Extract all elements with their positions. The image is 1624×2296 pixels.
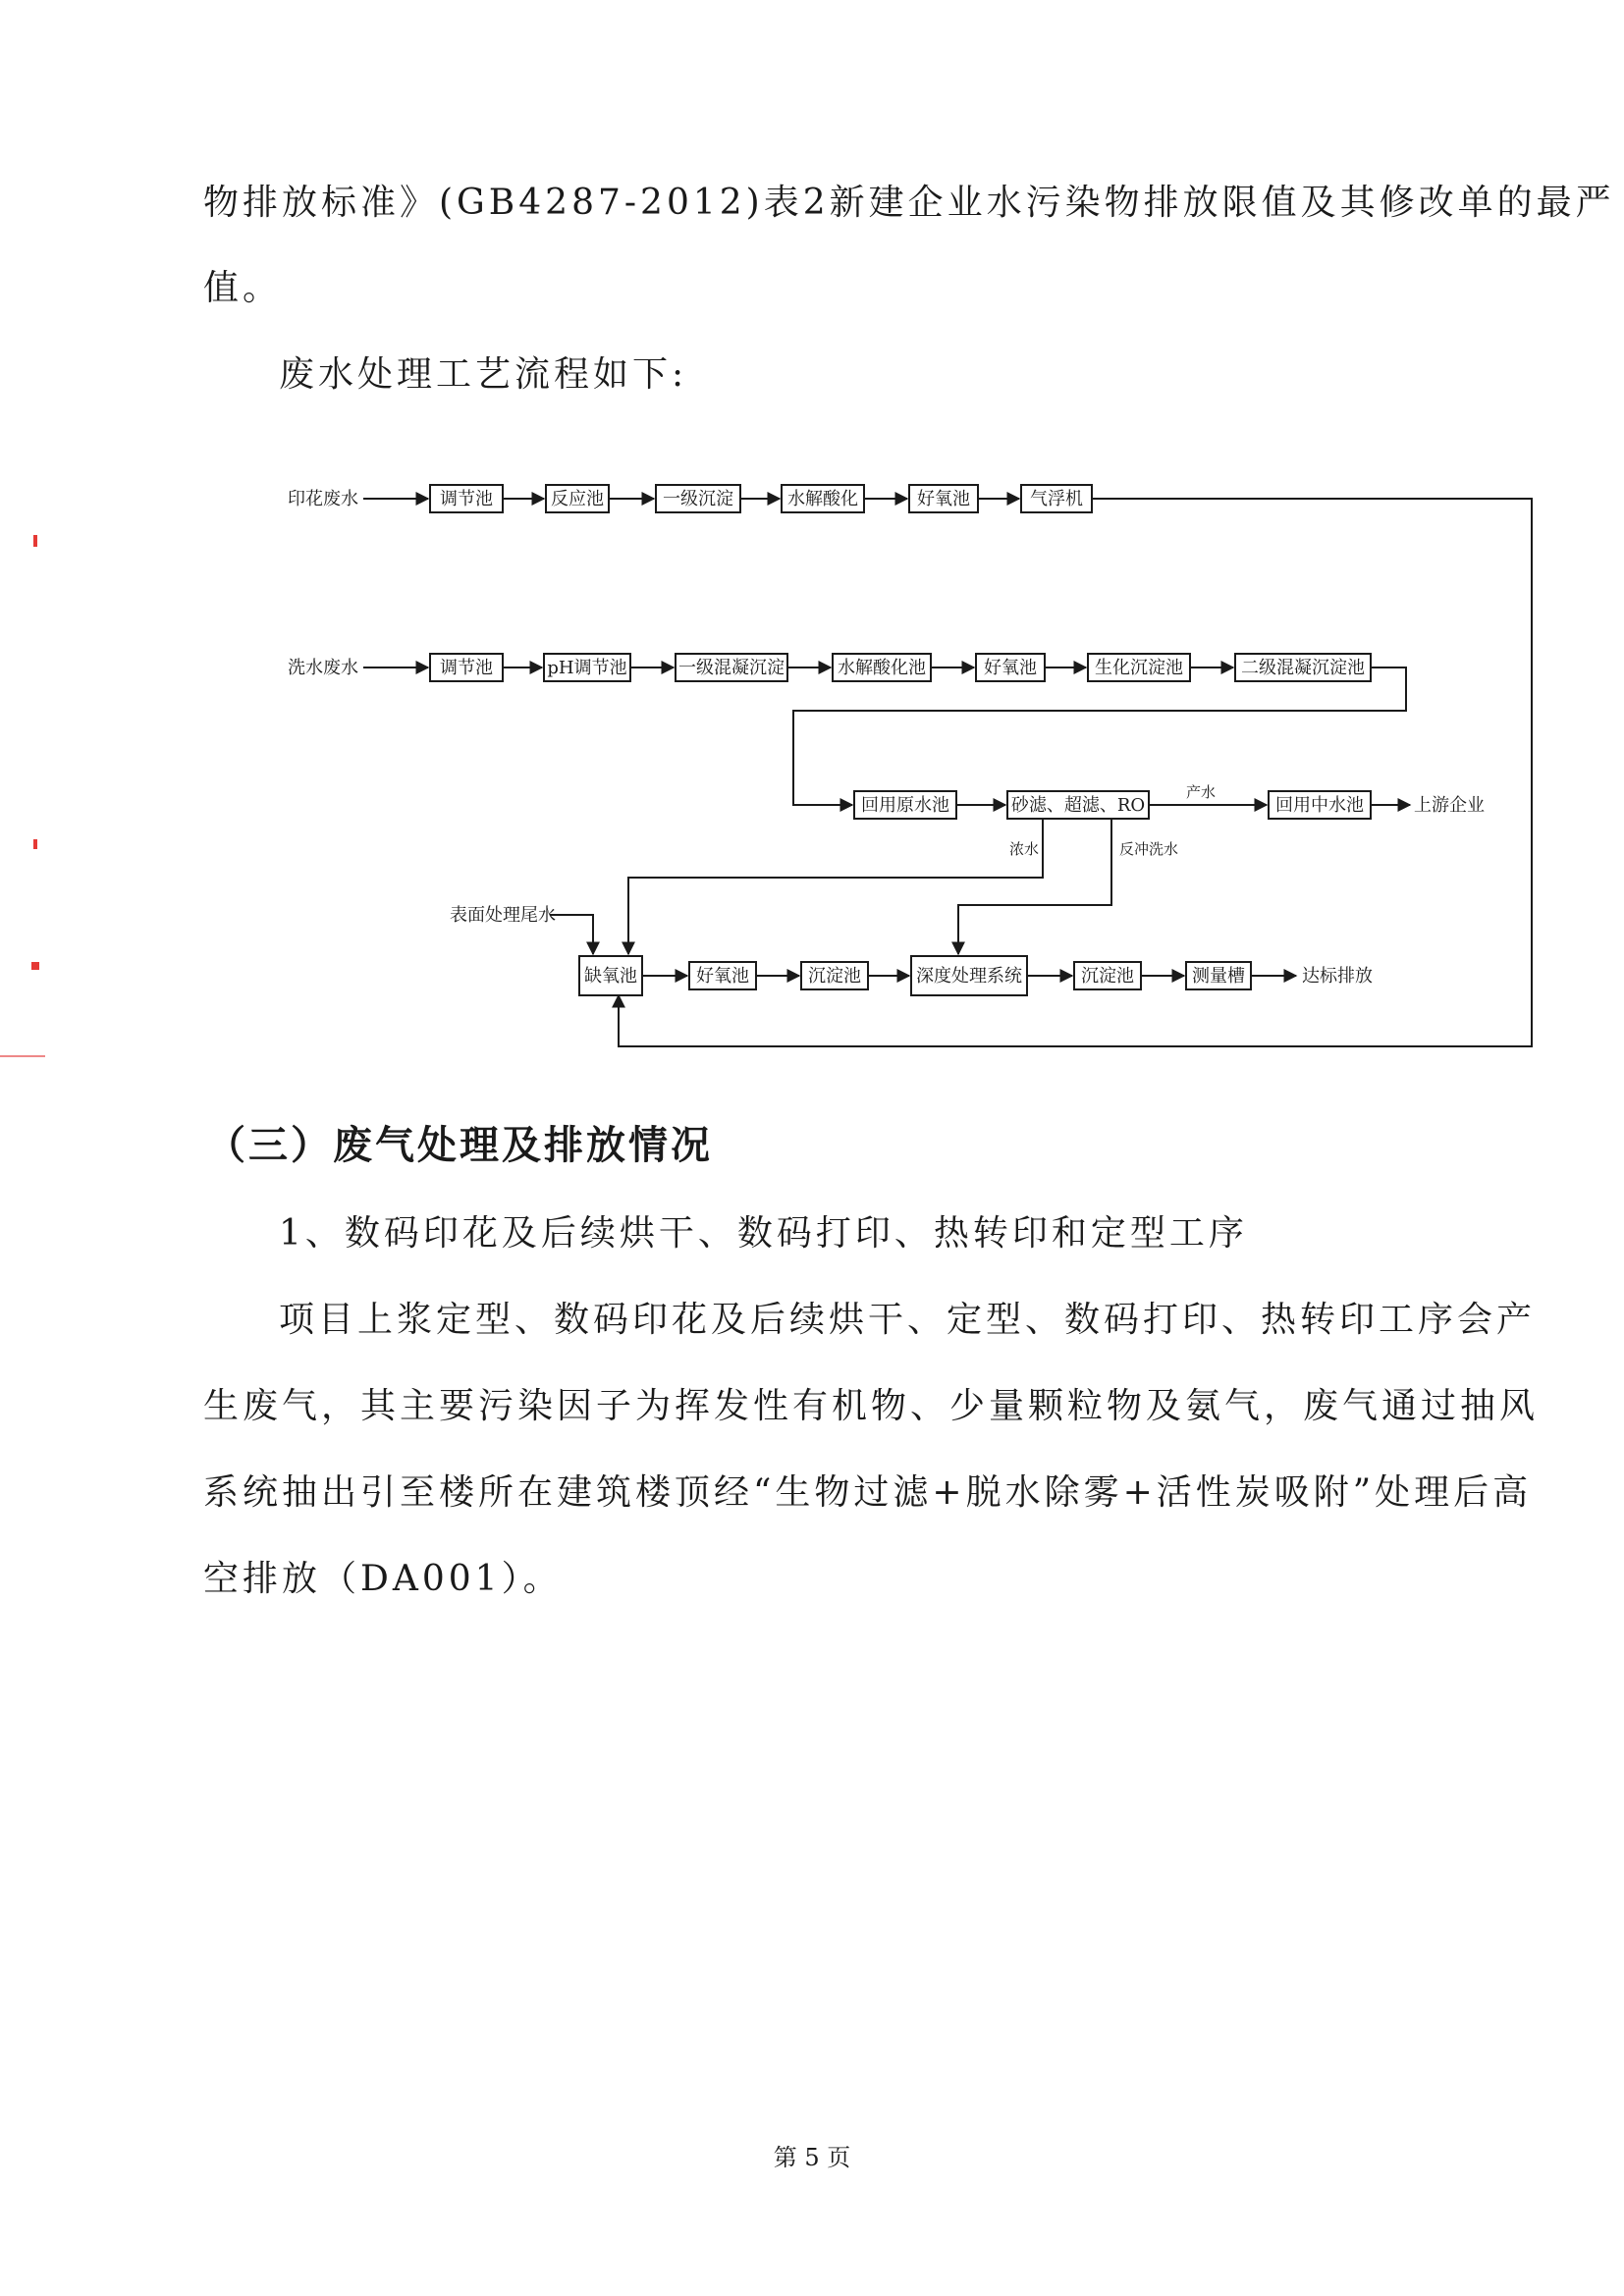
paragraph-line: 项目上浆定型、数码印花及后续烘干、定型、数码打印、热转印工序会产 — [279, 1300, 1537, 1340]
flow-box-label: 沉淀池 — [1081, 966, 1134, 987]
flow-box-label: 气浮机 — [1030, 489, 1083, 509]
flow-box-label: 一级沉淀 — [663, 489, 733, 509]
flow-box-label: pH调节池 — [547, 658, 627, 678]
paragraph-line: 值。 — [203, 268, 283, 308]
flow-connector — [958, 819, 1111, 954]
flow-box-label: 回用中水池 — [1275, 795, 1364, 816]
flow-box-label: 回用原水池 — [861, 795, 949, 816]
paragraph-line: 系统抽出引至楼所在建筑楼顶经“生物过滤+脱水除雾+活性炭吸附”处理后高 — [203, 1472, 1533, 1513]
flow-connector — [628, 819, 1043, 954]
flow-box-label: 好氧池 — [696, 966, 749, 987]
flow-box-label: 缺氧池 — [584, 966, 637, 987]
paragraph-line: 物排放标准》(GB4287-2012)表2新建企业水污染物排放限值及其修改单的最严 — [203, 183, 1615, 223]
surface-treatment-label: 表面处理尾水 — [450, 905, 556, 926]
list-item-title: 1、数码印花及后续烘干、数码打印、热转印和定型工序 — [279, 1213, 1248, 1254]
flow-box-label: 一级混凝沉淀 — [678, 658, 785, 678]
section-heading: （三）废气处理及排放情况 — [206, 1123, 713, 1168]
compliant-discharge-label: 达标排放 — [1302, 966, 1373, 987]
flow-box-label: 深度处理系统 — [916, 966, 1022, 987]
concentrate-label: 浓水 — [1009, 840, 1040, 858]
flow-connector — [793, 667, 1406, 805]
flow-box-label: 砂滤、超滤、RO — [1010, 795, 1146, 816]
wastewater-flow-diagram — [0, 0, 1624, 1099]
flow-box-label: 生化沉淀池 — [1095, 658, 1183, 678]
flow-box-label: 调节池 — [440, 489, 493, 509]
paragraph-line: 生废气，其主要污染因子为挥发性有机物、少量颗粒物及氨气，废气通过抽风 — [203, 1386, 1540, 1426]
product-water-label: 产水 — [1186, 783, 1217, 801]
upstream-enterprise-label: 上游企业 — [1414, 795, 1485, 816]
flow-box-label: 测量槽 — [1192, 966, 1245, 987]
paragraph-line: 废水处理工艺流程如下: — [279, 354, 688, 395]
washing-wastewater-label: 洗水废水 — [288, 658, 358, 678]
flow-box-label: 水解酸化 — [787, 489, 858, 509]
flow-box-label: 好氧池 — [917, 489, 970, 509]
flow-box-label: 二级混凝沉淀池 — [1241, 658, 1365, 678]
flow-box-label: 沉淀池 — [808, 966, 861, 987]
page-number: 第 5 页 — [773, 2144, 851, 2171]
paragraph-line: 空排放（DA001）。 — [203, 1559, 563, 1599]
backwash-water-label: 反冲洗水 — [1119, 840, 1179, 858]
flow-connector — [550, 915, 593, 954]
flow-box-label: 水解酸化池 — [838, 658, 926, 678]
flow-box-label: 反应池 — [551, 489, 604, 509]
flow-box-label: 好氧池 — [984, 658, 1037, 678]
printing-wastewater-label: 印花废水 — [288, 489, 358, 509]
flow-box-label: 调节池 — [440, 658, 493, 678]
